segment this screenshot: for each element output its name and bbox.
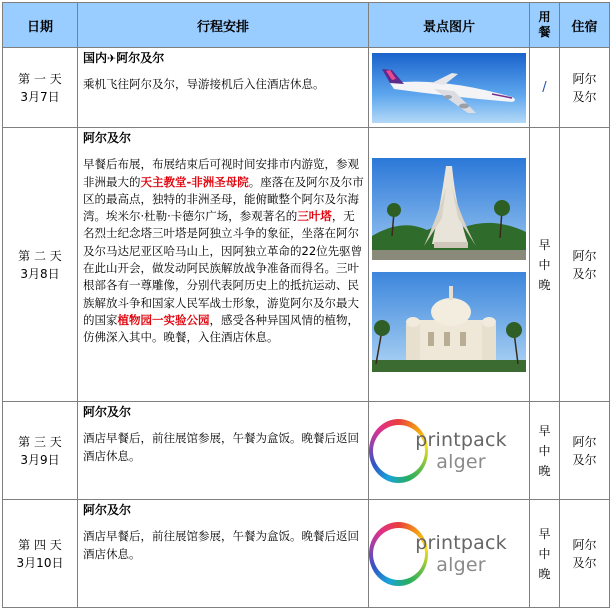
meal-none: / (542, 80, 547, 95)
highlight-garden: 植物园一实验公园 (117, 312, 210, 327)
meal-dinner: 晚 (538, 277, 551, 292)
hotel-cell (560, 128, 610, 402)
header-hotel: 住宿 (560, 3, 610, 48)
meal-lunch: 中 (538, 257, 551, 272)
itinerary-table (2, 2, 610, 608)
hotel-line1: 阿尔 (572, 537, 597, 552)
hotel-line1: 阿尔 (572, 434, 597, 449)
highlight-cathedral: 天主教堂-非洲圣母院 (140, 174, 249, 189)
plan-cell (78, 402, 369, 500)
meal-lunch: 中 (538, 546, 551, 561)
destination-label: 阿尔及尔 (116, 51, 165, 65)
plan-cell (78, 48, 369, 128)
header-meal-text: 用餐 (538, 10, 551, 39)
meal-cell (530, 48, 560, 128)
plan-title: 阿尔及尔 (83, 405, 132, 419)
airplane-icon: ✈ (107, 52, 117, 65)
plan-body: 酒店早餐后，前往展馆参展，午餐为盒饭。晚餐后返回酒店休息。 (83, 529, 359, 561)
hotel-line1: 阿尔 (572, 71, 597, 86)
table-row (3, 48, 610, 128)
date-day: 第 二 天 (18, 248, 62, 263)
photo-cell (369, 128, 530, 402)
monument-photo (372, 158, 526, 260)
date-date: 3月7日 (20, 89, 60, 104)
date-day: 第 三 天 (18, 434, 62, 449)
table-row (3, 402, 610, 500)
hotel-cell (560, 500, 610, 608)
logo-word1: printpack (415, 531, 507, 554)
plan-body-3: ，无名烈士纪念塔三叶塔是阿独立斗争的象征，坐落在阿尔及尔马达尼亚区哈马山上，因阿独立革命的22位先驱曾在此山开会，做发动阿民族解放战争准备而得名。三叶根部各有一尊雕像，分别代表阿历史上的抵抗运动、民族解放斗争和国家人民军战士形象，游览阿尔及尔最大的国家 (83, 209, 363, 327)
photo-cell (369, 500, 530, 608)
meal-lunch: 中 (538, 443, 551, 458)
hotel-line2: 及尔 (572, 89, 597, 104)
origin-label: 国内 (83, 51, 108, 65)
printpack-logo (369, 522, 529, 586)
logo-text (393, 532, 529, 576)
hotel-cell (560, 402, 610, 500)
date-cell (3, 500, 78, 608)
highlight-monument: 三叶塔 (297, 209, 332, 224)
basilica-photo (372, 272, 526, 372)
plan-body-1: 早餐后布展，布展结束后可视时间安排市内游览，参观非洲最大的 (83, 157, 359, 189)
hotel-cell (560, 48, 610, 128)
plan-body-2: 。座落在及阿尔及尔市区的最高点，独特的非洲圣母，能俯瞰整个阿尔及尔海湾。埃米尔·杜勒·卡德尔广场，参观著名的 (83, 174, 364, 224)
hotel-line2: 及尔 (572, 555, 597, 570)
date-day: 第 一 天 (18, 71, 62, 86)
plan-title: 阿尔及尔 (83, 503, 132, 517)
meal-cell (530, 402, 560, 500)
hotel-line1: 阿尔 (572, 248, 597, 263)
meal-breakfast: 早 (538, 526, 551, 541)
meal-cell (530, 500, 560, 608)
header-row (3, 3, 610, 48)
plan-cell (78, 128, 369, 402)
date-cell (3, 402, 78, 500)
date-date: 3月10日 (16, 555, 64, 570)
table-row (3, 128, 610, 402)
date-cell (3, 48, 78, 128)
photo-cell (369, 402, 530, 500)
logo-word2: alger (436, 553, 486, 576)
plan-body-4: ，感受各种异国风情的植物，仿佛深入其中。晚餐，入住酒店休息。 (83, 312, 359, 345)
plan-title: 阿尔及尔 (83, 131, 132, 145)
plan-title (83, 50, 364, 67)
date-cell (3, 128, 78, 402)
date-date: 3月9日 (20, 452, 60, 467)
hotel-line2: 及尔 (572, 266, 597, 281)
plan-body: 乘机飞往阿尔及尔，导游接机后入住酒店休息。 (83, 77, 325, 92)
plan-body: 酒店早餐后，前往展馆参展，午餐为盒饭。晚餐后返回酒店休息。 (83, 431, 359, 463)
logo-word1: printpack (415, 428, 507, 451)
airplane-photo (372, 53, 526, 123)
meal-breakfast: 早 (538, 237, 551, 252)
meal-breakfast: 早 (538, 423, 551, 438)
photo-cell (369, 48, 530, 128)
meal-cell (530, 128, 560, 402)
header-plan: 行程安排 (78, 3, 369, 48)
table-row (3, 500, 610, 608)
date-day: 第 四 天 (18, 537, 62, 552)
header-date: 日期 (3, 3, 78, 48)
header-photo: 景点图片 (369, 3, 530, 48)
logo-word2: alger (436, 450, 486, 473)
header-meal (530, 3, 560, 48)
printpack-logo (369, 419, 529, 483)
plan-cell (78, 500, 369, 608)
meal-dinner: 晚 (538, 463, 551, 478)
date-date: 3月8日 (20, 266, 60, 281)
logo-text (393, 429, 529, 473)
hotel-line2: 及尔 (572, 452, 597, 467)
meal-dinner: 晚 (538, 566, 551, 581)
